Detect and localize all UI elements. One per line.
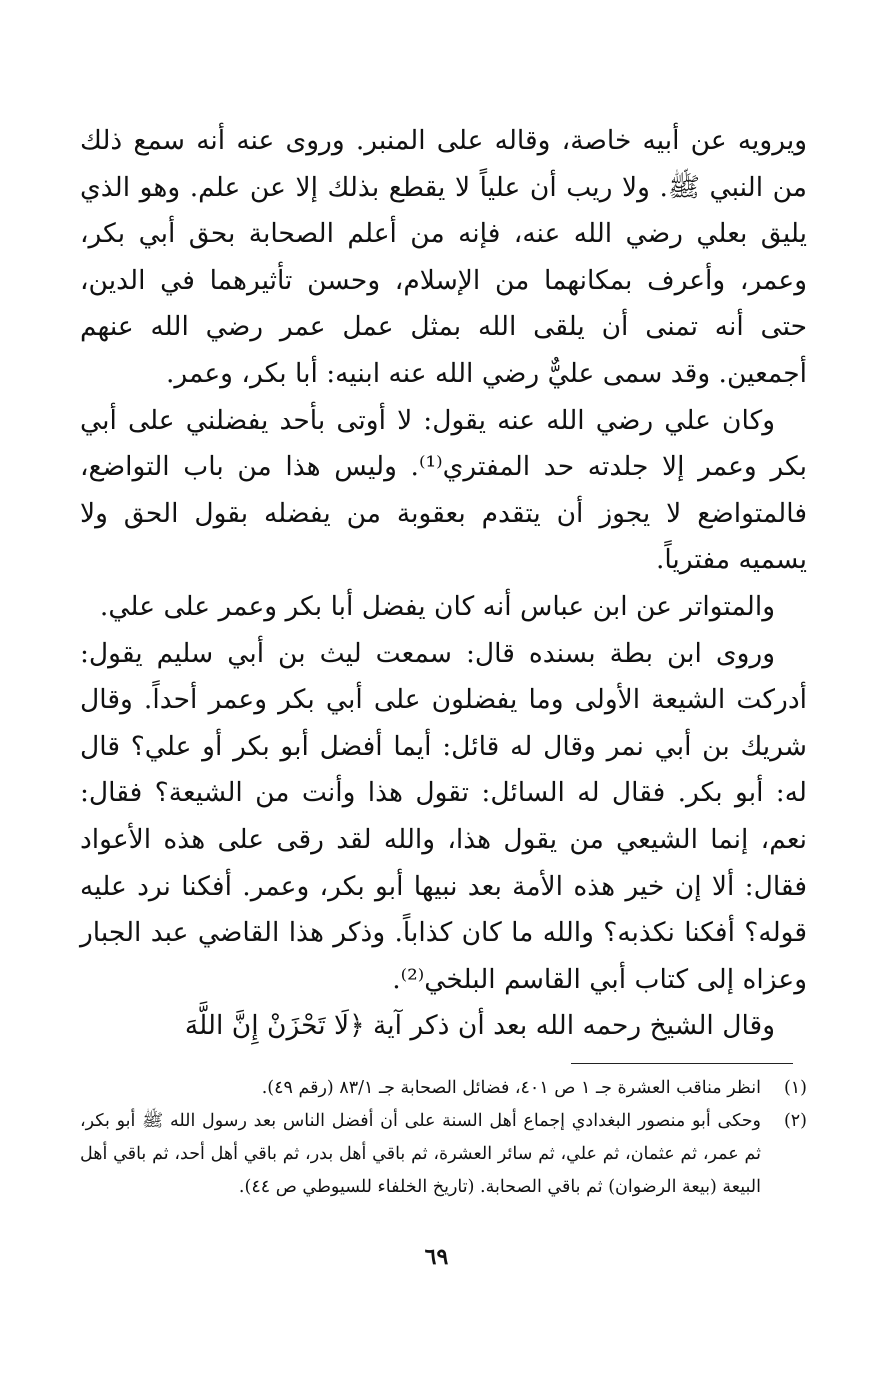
page-number: ٦٩ (424, 1244, 449, 1270)
paragraph-1: ويرويه عن أبيه خاصة، وقاله على المنبر. وروى عنه أنه سمع ذلك من النبي ﷺ. ولا ريب أن علياً لا يقطع بذلك إلا عن علم. وهو الذي يليق بعلي رضي الله عنه، فإنه من أعلم الصحابة بحق أبي بكر، وعمر، وأعرف بمكانهما من الإسلام، وحسن تأثيرهما في الدين، حتى أنه تمنى أن يلقى الله بمثل عمل عمر رضي الله عنهم أجمعين. وقد سمى عليٌّ رضي الله عنه ابنيه: أبا بكر، وعمر. (80, 125, 807, 389)
footnote-number: (٢) (783, 1111, 807, 1131)
footnote-text: انظر مناقب العشرة جـ ١ ص ٤٠١، فضائل الصحابة جـ ٨٣/١ (رقم ٤٩). (261, 1078, 761, 1098)
paragraph-2: وكان علي رضي الله عنه يقول: لا أوتى بأحد يفضلني على أبي بكر وعمر إلا جلدته حد المفتري⁽¹⁾. وليس هذا من باب التواضع، فالمتواضع لا يجوز أن يتقدم بعقوبة من يفضله بقول الحق ولا يسميه مفترياً. (80, 404, 808, 576)
footnote-number: (١) (783, 1078, 807, 1098)
paragraph-4: وروى ابن بطة بسنده قال: سمعت ليث بن أبي سليم يقول: أدركت الشيعة الأولى وما يفضلون على أبي بكر وعمر أحداً. وقال شريك بن أبي نمر وقال له قائل: أيما أفضل أبو بكر أو علي؟ قال له: أبو بكر. فقال له السائل: تقول هذا وأنت من الشيعة؟ فقال: نعم، إنما الشيعي من يقول هذا، والله لقد رقى على هذه الأعواد فقال: ألا إن خير هذه الأمة بعد نبيها أبو بكر، وعمر. أفكنا نرد عليه قوله؟ أفكنا نكذبه؟ والله ما كان كذاباً. وذكر هذا القاضي عبد الجبار وعزاه إلى كتاب أبي القاسم البلخي⁽²⁾. (80, 637, 807, 995)
footnote-text: وحكى أبو منصور البغدادي إجماع أهل السنة على أن أفضل الناس بعد رسول الله ﷺ أبو بكر، ثم عمر، ثم عثمان، ثم علي، ثم سائر العشرة، ثم باقي أهل بدر، ثم باقي أهل أحد، ثم باقي أهل البيعة (بيعة الرضوان) ثم باقي الصحابة. (تاريخ الخلفاء للسيوطي ص ٤٤). (80, 1111, 761, 1197)
footnote-separator (571, 1063, 793, 1064)
footnote-2 (80, 1105, 807, 1204)
paragraph-5: وقال الشيخ رحمه الله بعد أن ذكر آية ﴿لَا تَحْزَنْ إِنَّ اللَّهَ (184, 1010, 775, 1042)
page-body (80, 118, 807, 1050)
footnote-1 (80, 1072, 807, 1105)
main-text (80, 118, 807, 1050)
footnotes (80, 1072, 807, 1204)
paragraph-3: والمتواتر عن ابن عباس أنه كان يفضل أبا بكر وعمر على علي. (99, 590, 775, 622)
